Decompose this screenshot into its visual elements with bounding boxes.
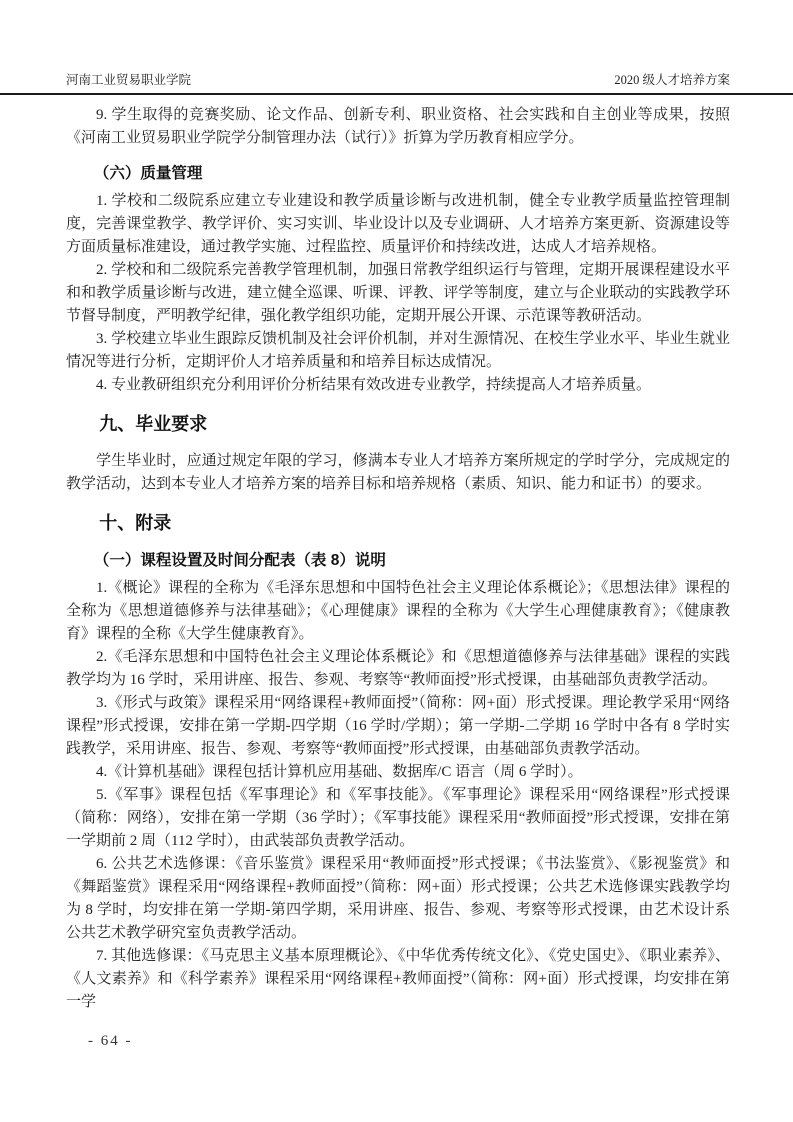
paragraph-note-5: 5.《军事》课程包括《军事理论》和《军事技能》。《军事理论》课程采用“网络课程”形式授课（简称：网络），安排在第一学期（36 学时）；《军事技能》课程采用“教师面授”形式授课，安排在第一学期前 2 周（112 学时），由武装部负责教学活动。: [66, 787, 730, 849]
page-header: [0, 0, 793, 95]
heading-course-schedule-notes: （一）课程设置及时间分配表（表 8）说明: [93, 552, 386, 569]
paragraph-quality-item-1: 1. 学校和二级院系应建立专业建设和教学质量诊断与改进机制，健全专业教学质量监控管理制度，完善课堂教学、教学评价、实习实训、毕业设计以及专业调研、人才培养方案更新、资源建设等方面质量标准建设，通过教学实施、过程监控、质量评价和持续改进，达成人才培养规格。: [66, 193, 730, 255]
paragraph-note-1: 1.《概论》课程的全称为《毛泽东思想和中国特色社会主义理论体系概论》；《思想法律》课程的全称为《思想道德修养与法律基础》；《心理健康》课程的全称为《大学生心理健康教育》；《健康教育》课程的全称《大学生健康教育》。: [66, 580, 730, 642]
heading-graduation-requirements: 九、毕业要求: [99, 414, 208, 434]
heading-quality-management: （六）质量管理: [93, 165, 203, 182]
paragraph-note-2: 2.《毛泽东思想和中国特色社会主义理论体系概论》和《思想道德修养与法律基础》课程的实践教学均为 16 学时，采用讲座、报告、参观、考察等“教师面授”形式授课，由基础部负责教学活动。: [66, 649, 730, 688]
paragraph-note-7: 7. 其他选修课：《马克思主义基本原理概论》、《中华优秀传统文化》、《党史国史》、《职业素养》、《人文素养》和《科学素养》课程采用“网络课程+教师面授”（简称：网+面）形式授课，均安排在第一学: [66, 948, 730, 1010]
paragraph-quality-item-2: 2. 学校和和二级院系完善教学管理机制，加强日常教学组织运行与管理，定期开展课程建设水平和和教学质量诊断与改进，建立健全巡课、听课、评教、评学等制度，建立与企业联动的实践教学环节督导制度，严明教学纪律，强化教学组织功能，定期开展公开课、示范课等教研活动。: [66, 262, 730, 324]
paragraph-graduation-requirements: 学生毕业时，应通过规定年限的学习，修满本专业人才培养方案所规定的学时学分，完成规定的教学活动，达到本专业人才培养方案的培养目标和培养规格（素质、知识、能力和证书）的要求。: [66, 453, 730, 492]
paragraph-quality-item-3: 3. 学校建立毕业生跟踪反馈机制及社会评价机制，并对生源情况、在校生学业水平、毕业生就业情况等进行分析，定期评价人才培养质量和和培养目标达成情况。: [66, 331, 730, 370]
document-body: [0, 95, 793, 1014]
paragraph-credit-conversion: 9. 学生取得的竞赛奖励、论文作品、创新专利、职业资格、社会实践和自主创业等成果，按照《河南工业贸易职业学院学分制管理办法（试行）》折算为学历教育相应学分。: [66, 107, 730, 146]
header-document-title: 2020 级人才培养方案: [614, 73, 730, 87]
page-number: - 64 -: [88, 1033, 133, 1049]
paragraph-note-6: 6. 公共艺术选修课：《音乐鉴赏》课程采用“教师面授”形式授课；《书法鉴赏》、《影视鉴赏》和《舞蹈鉴赏》课程采用“网络课程+教师面授”（简称：网+面）形式授课；公共艺术选修课实践教学均为 8 学时，均安排在第一学期-第四学期，采用讲座、报告、参观、考察等形式授课，由艺术设计系公共艺术教学研究室负责教学活动。: [66, 856, 730, 941]
paragraph-quality-item-4: 4. 专业教研组织充分利用评价分析结果有效改进专业教学，持续提高人才培养质量。: [96, 377, 652, 393]
heading-appendix: 十、附录: [99, 513, 172, 533]
paragraph-note-3: 3.《形式与政策》课程采用“网络课程+教师面授”（简称：网+面）形式授课。理论教学采用“网络课程”形式授课，安排在第一学期-四学期（16 学时/学期）；第一学期-二学期 16 学时中各有 8 学时实践教学，采用讲座、报告、参观、考察等“教师面授”形式授课，由基础部负责教学活动。: [66, 695, 730, 757]
paragraph-note-4: 4.《计算机基础》课程包括计算机应用基础、数据库/C 语言（周 6 学时）。: [96, 764, 583, 780]
header-institution-name: 河南工业贸易职业学院: [66, 73, 192, 87]
